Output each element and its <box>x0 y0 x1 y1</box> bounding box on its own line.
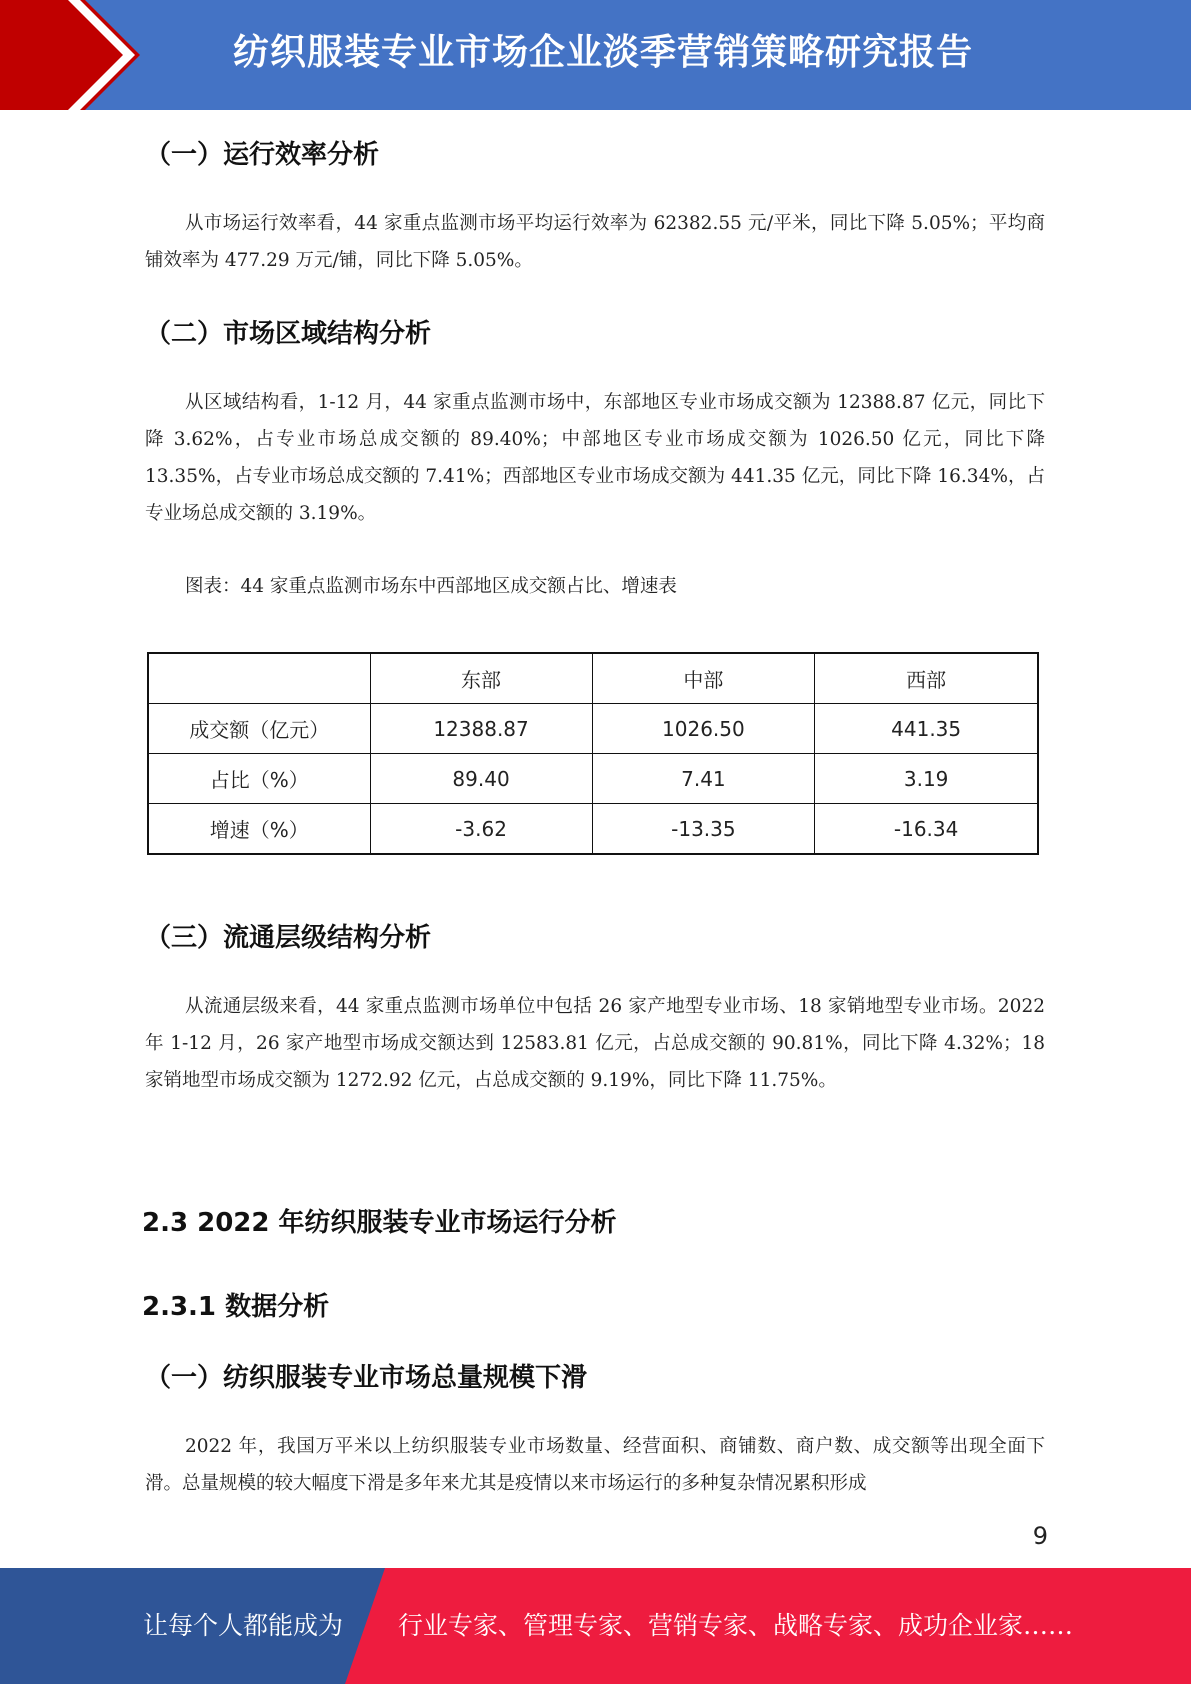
table-header-cell: 东部 <box>370 653 592 704</box>
section-heading-regional: （二）市场区域结构分析 <box>145 319 432 349</box>
document-title: 纺织服装专业市场企业淡季营销策略研究报告 <box>232 32 973 73</box>
footer-slogan-left: 让每个人都能成为 <box>143 1611 344 1640</box>
table-row-label: 成交额（亿元） <box>148 704 370 754</box>
section-heading-circulation: （三）流通层级结构分析 <box>145 923 432 953</box>
table-cell: 3.19 <box>815 754 1038 804</box>
table-header-cell <box>148 653 370 704</box>
table-row <box>148 704 1038 754</box>
regional-data-table <box>147 652 1039 855</box>
paragraph-circulation: 从流通层级来看，44 家重点监测市场单位中包括 26 家产地型专业市场、18 家销地型专业市场。2022 年 1-12 月，26 家产地型市场成交额达到 12583.81 亿元，占总成交额的 90.81%，同比下降 4.32%；18 家销地型市场成交额为 1272.92 亿元，占总成交额的 9.19%，同比下降 11.75%。 <box>145 996 1045 1091</box>
table-header-row <box>148 653 1038 704</box>
paragraph-efficiency: 从市场运行效率看，44 家重点监测市场平均运行效率为 62382.55 元/平米，同比下降 5.05%；平均商铺效率为 477.29 万元/铺，同比下降 5.05%。 <box>145 213 1045 271</box>
page-footer <box>0 1568 1191 1684</box>
table-row-label: 增速（%） <box>148 804 370 855</box>
section-heading-efficiency: （一）运行效率分析 <box>145 140 380 170</box>
table-cell: 7.41 <box>592 754 815 804</box>
table-cell: 89.40 <box>370 754 592 804</box>
table-cell: 12388.87 <box>370 704 592 754</box>
page-header <box>0 0 1191 110</box>
table-cell: 441.35 <box>815 704 1038 754</box>
table-cell: -3.62 <box>370 804 592 855</box>
table-row-label: 占比（%） <box>148 754 370 804</box>
table-cell: -16.34 <box>815 804 1038 855</box>
table-row <box>148 754 1038 804</box>
paragraph-scale-decline: 2022 年，我国万平米以上纺织服装专业市场数量、经营面积、商铺数、商户数、成交额等出现全面下滑。总量规模的较大幅度下滑是多年来尤其是疫情以来市场运行的多种复杂情况累积形成 <box>145 1436 1045 1494</box>
footer-slogan-right: 行业专家、管理专家、营销专家、战略专家、成功企业家…… <box>398 1611 1074 1640</box>
table-cell: 1026.50 <box>592 704 815 754</box>
chapter-heading-2-3: 2.3 2022 年纺织服装专业市场运行分析 <box>142 1208 617 1238</box>
paragraph-regional: 从区域结构看，1-12 月，44 家重点监测市场中，东部地区专业市场成交额为 12388.87 亿元，同比下降 3.62%，占专业市场总成交额的 89.40%；中部地区专业市场成交额为 1026.50 亿元，同比下降 13.35%，占专业市场总成交额的 7.41%；西部地区专业市场成交额为 441.35 亿元，同比下降 16.34%，占专业场总成交额的 3.19%。 <box>145 392 1045 524</box>
page-number: 9 <box>1032 1522 1048 1550</box>
table-header-cell: 西部 <box>815 653 1038 704</box>
table-caption: 图表：44 家重点监测市场东中西部地区成交额占比、增速表 <box>185 576 677 597</box>
table-header-cell: 中部 <box>592 653 815 704</box>
header-arrow-decoration <box>0 0 150 110</box>
table-cell: -13.35 <box>592 804 815 855</box>
table-row <box>148 804 1038 855</box>
section-heading-scale-decline: （一）纺织服装专业市场总量规模下滑 <box>145 1363 588 1393</box>
subsection-heading-2-3-1: 2.3.1 数据分析 <box>142 1292 330 1322</box>
